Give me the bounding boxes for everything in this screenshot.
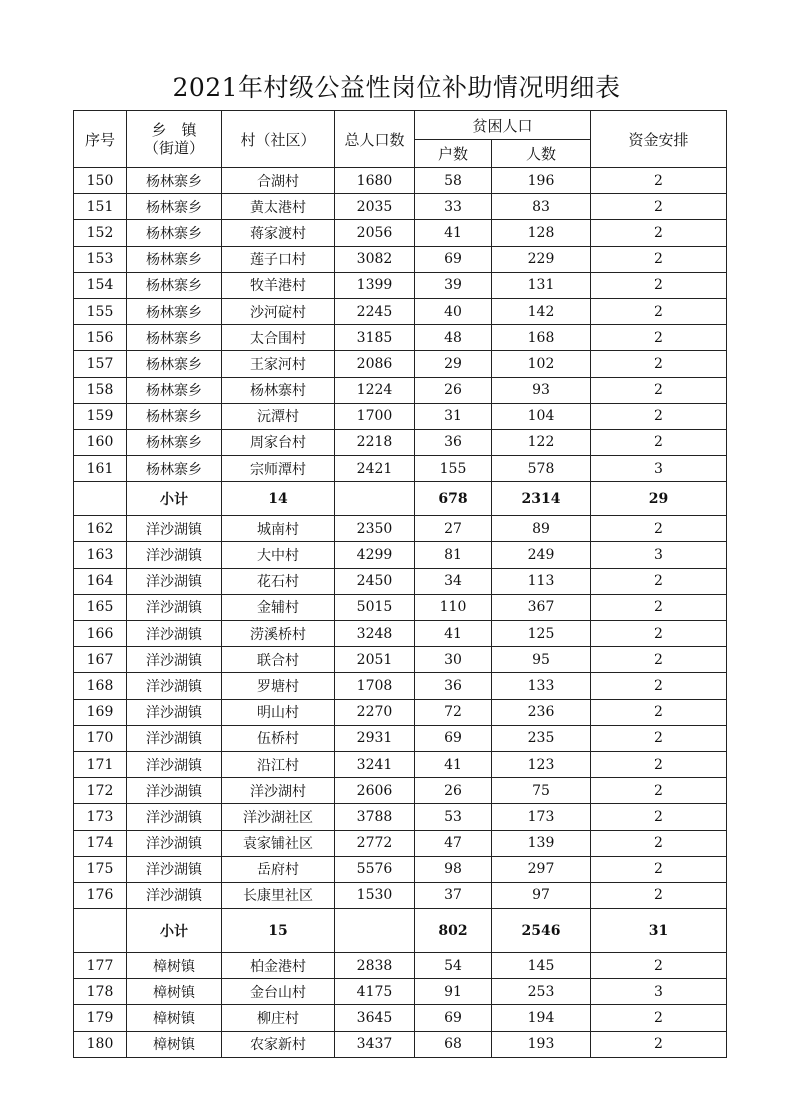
cell-households: 68 [415, 1031, 492, 1057]
cell-town: 杨林寨乡 [127, 403, 222, 429]
cell-village: 金辅村 [222, 594, 335, 620]
cell-seq: 170 [74, 725, 127, 751]
cell-village: 长康里社区 [222, 882, 335, 908]
cell-town: 小计 [127, 909, 222, 953]
header-village: 村（社区） [222, 111, 335, 168]
cell-persons: 229 [492, 246, 591, 272]
cell-persons: 249 [492, 542, 591, 568]
cell-households: 110 [415, 594, 492, 620]
cell-persons: 128 [492, 220, 591, 246]
cell-village: 岳府村 [222, 856, 335, 882]
cell-households: 48 [415, 325, 492, 351]
cell-households: 30 [415, 647, 492, 673]
cell-households: 36 [415, 429, 492, 455]
cell-seq: 165 [74, 594, 127, 620]
table-row [74, 1005, 727, 1031]
cell-households: 69 [415, 725, 492, 751]
cell-village: 柳庄村 [222, 1005, 335, 1031]
header-town-line1: 乡 镇 [151, 121, 197, 139]
cell-village: 王家河村 [222, 351, 335, 377]
cell-total-pop: 2772 [335, 830, 415, 856]
cell-households: 98 [415, 856, 492, 882]
cell-persons: 83 [492, 194, 591, 220]
cell-households: 155 [415, 456, 492, 482]
cell-households: 33 [415, 194, 492, 220]
cell-village: 周家台村 [222, 429, 335, 455]
table-row [74, 456, 727, 482]
cell-village: 黄太港村 [222, 194, 335, 220]
cell-village: 杨林寨村 [222, 377, 335, 403]
table-row [74, 568, 727, 594]
cell-funds: 2 [591, 830, 727, 856]
cell-funds: 2 [591, 778, 727, 804]
table-body [74, 168, 727, 1058]
cell-village: 牧羊港村 [222, 272, 335, 298]
cell-total-pop: 3437 [335, 1031, 415, 1057]
cell-households: 41 [415, 621, 492, 647]
table-row [74, 246, 727, 272]
cell-seq: 155 [74, 298, 127, 324]
cell-persons: 113 [492, 568, 591, 594]
cell-persons: 173 [492, 804, 591, 830]
header-funds: 资金安排 [591, 111, 727, 168]
cell-town: 杨林寨乡 [127, 272, 222, 298]
cell-funds: 2 [591, 725, 727, 751]
cell-town: 洋沙湖镇 [127, 856, 222, 882]
cell-funds: 3 [591, 979, 727, 1005]
cell-funds: 2 [591, 377, 727, 403]
cell-funds: 2 [591, 621, 727, 647]
cell-village: 罗塘村 [222, 673, 335, 699]
cell-seq: 164 [74, 568, 127, 594]
table-row [74, 751, 727, 777]
cell-households: 31 [415, 403, 492, 429]
cell-seq: 178 [74, 979, 127, 1005]
header-seq: 序号 [74, 111, 127, 168]
cell-seq: 169 [74, 699, 127, 725]
cell-persons: 97 [492, 882, 591, 908]
cell-town: 洋沙湖镇 [127, 594, 222, 620]
cell-funds: 2 [591, 751, 727, 777]
cell-village: 明山村 [222, 699, 335, 725]
cell-seq [74, 909, 127, 953]
cell-persons: 131 [492, 272, 591, 298]
cell-total-pop: 1680 [335, 168, 415, 194]
cell-town: 杨林寨乡 [127, 246, 222, 272]
cell-funds: 29 [591, 482, 727, 516]
cell-persons: 196 [492, 168, 591, 194]
cell-town: 杨林寨乡 [127, 325, 222, 351]
cell-total-pop: 1700 [335, 403, 415, 429]
cell-seq: 172 [74, 778, 127, 804]
cell-funds: 2 [591, 194, 727, 220]
cell-households: 39 [415, 272, 492, 298]
cell-households: 41 [415, 220, 492, 246]
table-row [74, 778, 727, 804]
cell-village: 城南村 [222, 516, 335, 542]
cell-persons: 122 [492, 429, 591, 455]
cell-seq: 154 [74, 272, 127, 298]
cell-persons: 168 [492, 325, 591, 351]
cell-village: 太合围村 [222, 325, 335, 351]
cell-village: 洋沙湖村 [222, 778, 335, 804]
cell-total-pop: 3645 [335, 1005, 415, 1031]
subtotal-row [74, 909, 727, 953]
cell-town: 洋沙湖镇 [127, 699, 222, 725]
cell-households: 802 [415, 909, 492, 953]
header-persons: 人数 [492, 140, 591, 168]
cell-persons: 95 [492, 647, 591, 673]
table-row [74, 804, 727, 830]
cell-town: 杨林寨乡 [127, 456, 222, 482]
cell-town: 杨林寨乡 [127, 429, 222, 455]
cell-seq: 157 [74, 351, 127, 377]
table-row [74, 220, 727, 246]
cell-persons: 145 [492, 953, 591, 979]
cell-village: 柏金港村 [222, 953, 335, 979]
cell-seq: 156 [74, 325, 127, 351]
cell-seq: 161 [74, 456, 127, 482]
table-row [74, 953, 727, 979]
cell-village: 花石村 [222, 568, 335, 594]
cell-town: 樟树镇 [127, 1005, 222, 1031]
cell-town: 樟树镇 [127, 1031, 222, 1057]
cell-funds: 2 [591, 856, 727, 882]
cell-total-pop: 1224 [335, 377, 415, 403]
table-row [74, 272, 727, 298]
table-row [74, 594, 727, 620]
cell-persons: 133 [492, 673, 591, 699]
table-row [74, 377, 727, 403]
cell-households: 72 [415, 699, 492, 725]
cell-persons: 194 [492, 1005, 591, 1031]
cell-funds: 2 [591, 953, 727, 979]
cell-village: 14 [222, 482, 335, 516]
cell-households: 69 [415, 246, 492, 272]
cell-village: 宗师潭村 [222, 456, 335, 482]
table-row [74, 882, 727, 908]
cell-town: 杨林寨乡 [127, 377, 222, 403]
cell-funds: 2 [591, 1005, 727, 1031]
cell-persons: 367 [492, 594, 591, 620]
subsidy-table [73, 110, 727, 1058]
cell-seq: 173 [74, 804, 127, 830]
table-row [74, 1031, 727, 1057]
cell-total-pop: 2056 [335, 220, 415, 246]
cell-funds: 2 [591, 220, 727, 246]
cell-seq: 162 [74, 516, 127, 542]
cell-households: 53 [415, 804, 492, 830]
cell-seq: 177 [74, 953, 127, 979]
cell-village: 金台山村 [222, 979, 335, 1005]
cell-total-pop: 2051 [335, 647, 415, 673]
cell-total-pop: 1399 [335, 272, 415, 298]
cell-persons: 142 [492, 298, 591, 324]
cell-village: 农家新村 [222, 1031, 335, 1057]
cell-total-pop: 3248 [335, 621, 415, 647]
table-row [74, 403, 727, 429]
cell-funds: 2 [591, 246, 727, 272]
cell-total-pop: 2245 [335, 298, 415, 324]
cell-village: 15 [222, 909, 335, 953]
cell-total-pop: 2450 [335, 568, 415, 594]
cell-households: 27 [415, 516, 492, 542]
cell-funds: 2 [591, 882, 727, 908]
cell-funds: 3 [591, 542, 727, 568]
table-row [74, 516, 727, 542]
cell-persons: 2314 [492, 482, 591, 516]
cell-seq: 166 [74, 621, 127, 647]
cell-households: 37 [415, 882, 492, 908]
table-row [74, 194, 727, 220]
cell-total-pop: 3082 [335, 246, 415, 272]
cell-funds: 2 [591, 699, 727, 725]
cell-persons: 578 [492, 456, 591, 482]
cell-seq: 168 [74, 673, 127, 699]
cell-town: 洋沙湖镇 [127, 516, 222, 542]
cell-total-pop: 1530 [335, 882, 415, 908]
table-row [74, 725, 727, 751]
table-row [74, 979, 727, 1005]
cell-village: 涝溪桥村 [222, 621, 335, 647]
cell-funds: 2 [591, 403, 727, 429]
cell-seq: 171 [74, 751, 127, 777]
table-row [74, 856, 727, 882]
cell-seq: 158 [74, 377, 127, 403]
cell-town: 杨林寨乡 [127, 298, 222, 324]
cell-village: 沅潭村 [222, 403, 335, 429]
cell-households: 26 [415, 778, 492, 804]
cell-funds: 31 [591, 909, 727, 953]
cell-funds: 2 [591, 429, 727, 455]
header-town-line2: （街道） [143, 139, 204, 157]
cell-persons: 89 [492, 516, 591, 542]
cell-total-pop: 4175 [335, 979, 415, 1005]
cell-village: 莲子口村 [222, 246, 335, 272]
cell-funds: 2 [591, 568, 727, 594]
cell-households: 678 [415, 482, 492, 516]
cell-persons: 139 [492, 830, 591, 856]
cell-seq: 174 [74, 830, 127, 856]
cell-funds: 2 [591, 673, 727, 699]
cell-total-pop: 2838 [335, 953, 415, 979]
cell-seq: 180 [74, 1031, 127, 1057]
header-poor-pop: 贫困人口 [415, 111, 591, 140]
cell-funds: 2 [591, 594, 727, 620]
cell-town: 洋沙湖镇 [127, 751, 222, 777]
cell-village: 合湖村 [222, 168, 335, 194]
cell-town: 洋沙湖镇 [127, 673, 222, 699]
cell-total-pop: 2270 [335, 699, 415, 725]
cell-persons: 123 [492, 751, 591, 777]
cell-total-pop: 2218 [335, 429, 415, 455]
cell-persons: 93 [492, 377, 591, 403]
cell-persons: 104 [492, 403, 591, 429]
cell-village: 伍桥村 [222, 725, 335, 751]
cell-households: 69 [415, 1005, 492, 1031]
cell-households: 36 [415, 673, 492, 699]
cell-seq: 152 [74, 220, 127, 246]
cell-seq: 163 [74, 542, 127, 568]
cell-town: 洋沙湖镇 [127, 621, 222, 647]
table-row [74, 168, 727, 194]
table-row [74, 830, 727, 856]
cell-town: 小计 [127, 482, 222, 516]
cell-village: 大中村 [222, 542, 335, 568]
cell-total-pop: 5015 [335, 594, 415, 620]
cell-persons: 102 [492, 351, 591, 377]
cell-total-pop: 2035 [335, 194, 415, 220]
cell-households: 58 [415, 168, 492, 194]
cell-persons: 297 [492, 856, 591, 882]
cell-seq: 151 [74, 194, 127, 220]
cell-town: 洋沙湖镇 [127, 725, 222, 751]
cell-town: 洋沙湖镇 [127, 647, 222, 673]
cell-funds: 2 [591, 647, 727, 673]
cell-funds: 2 [591, 804, 727, 830]
cell-households: 81 [415, 542, 492, 568]
cell-households: 54 [415, 953, 492, 979]
cell-funds: 2 [591, 272, 727, 298]
cell-seq: 150 [74, 168, 127, 194]
cell-total-pop: 2931 [335, 725, 415, 751]
cell-town: 洋沙湖镇 [127, 830, 222, 856]
cell-funds: 2 [591, 516, 727, 542]
cell-town: 杨林寨乡 [127, 168, 222, 194]
table-row [74, 647, 727, 673]
cell-seq: 176 [74, 882, 127, 908]
cell-town: 洋沙湖镇 [127, 568, 222, 594]
cell-town: 洋沙湖镇 [127, 778, 222, 804]
cell-total-pop: 4299 [335, 542, 415, 568]
cell-persons: 253 [492, 979, 591, 1005]
cell-town: 洋沙湖镇 [127, 542, 222, 568]
cell-total-pop: 2350 [335, 516, 415, 542]
cell-funds: 2 [591, 298, 727, 324]
table-row [74, 351, 727, 377]
table-row [74, 673, 727, 699]
cell-seq: 160 [74, 429, 127, 455]
cell-funds: 3 [591, 456, 727, 482]
cell-village: 沿江村 [222, 751, 335, 777]
cell-village: 沙河碇村 [222, 298, 335, 324]
cell-total-pop: 3241 [335, 751, 415, 777]
cell-households: 40 [415, 298, 492, 324]
cell-village: 联合村 [222, 647, 335, 673]
cell-persons: 125 [492, 621, 591, 647]
cell-persons: 75 [492, 778, 591, 804]
cell-households: 34 [415, 568, 492, 594]
cell-households: 47 [415, 830, 492, 856]
cell-persons: 236 [492, 699, 591, 725]
cell-total-pop: 2606 [335, 778, 415, 804]
table-row [74, 542, 727, 568]
cell-town: 樟树镇 [127, 953, 222, 979]
cell-seq: 159 [74, 403, 127, 429]
cell-funds: 2 [591, 1031, 727, 1057]
cell-total-pop: 3788 [335, 804, 415, 830]
cell-total-pop [335, 909, 415, 953]
cell-town: 洋沙湖镇 [127, 882, 222, 908]
cell-town: 杨林寨乡 [127, 220, 222, 246]
cell-funds: 2 [591, 168, 727, 194]
header-total-pop: 总人口数 [335, 111, 415, 168]
header-households: 户数 [415, 140, 492, 168]
cell-persons: 2546 [492, 909, 591, 953]
cell-village: 袁家铺社区 [222, 830, 335, 856]
cell-funds: 2 [591, 325, 727, 351]
cell-total-pop [335, 482, 415, 516]
table-row [74, 621, 727, 647]
header-town [127, 111, 222, 168]
cell-village: 洋沙湖社区 [222, 804, 335, 830]
cell-seq: 175 [74, 856, 127, 882]
cell-total-pop: 1708 [335, 673, 415, 699]
cell-village: 蒋家渡村 [222, 220, 335, 246]
table-row [74, 298, 727, 324]
cell-seq: 167 [74, 647, 127, 673]
table-row [74, 699, 727, 725]
cell-households: 29 [415, 351, 492, 377]
cell-town: 杨林寨乡 [127, 351, 222, 377]
cell-persons: 193 [492, 1031, 591, 1057]
cell-town: 杨林寨乡 [127, 194, 222, 220]
cell-seq [74, 482, 127, 516]
cell-seq: 179 [74, 1005, 127, 1031]
table-row [74, 325, 727, 351]
cell-total-pop: 3185 [335, 325, 415, 351]
cell-funds: 2 [591, 351, 727, 377]
page-title: 2021年村级公益性岗位补助情况明细表 [172, 73, 621, 102]
cell-total-pop: 5576 [335, 856, 415, 882]
cell-persons: 235 [492, 725, 591, 751]
cell-total-pop: 2421 [335, 456, 415, 482]
cell-households: 91 [415, 979, 492, 1005]
cell-seq: 153 [74, 246, 127, 272]
cell-total-pop: 2086 [335, 351, 415, 377]
cell-town: 樟树镇 [127, 979, 222, 1005]
cell-town: 洋沙湖镇 [127, 804, 222, 830]
cell-households: 26 [415, 377, 492, 403]
cell-households: 41 [415, 751, 492, 777]
subtotal-row [74, 482, 727, 516]
table-row [74, 429, 727, 455]
